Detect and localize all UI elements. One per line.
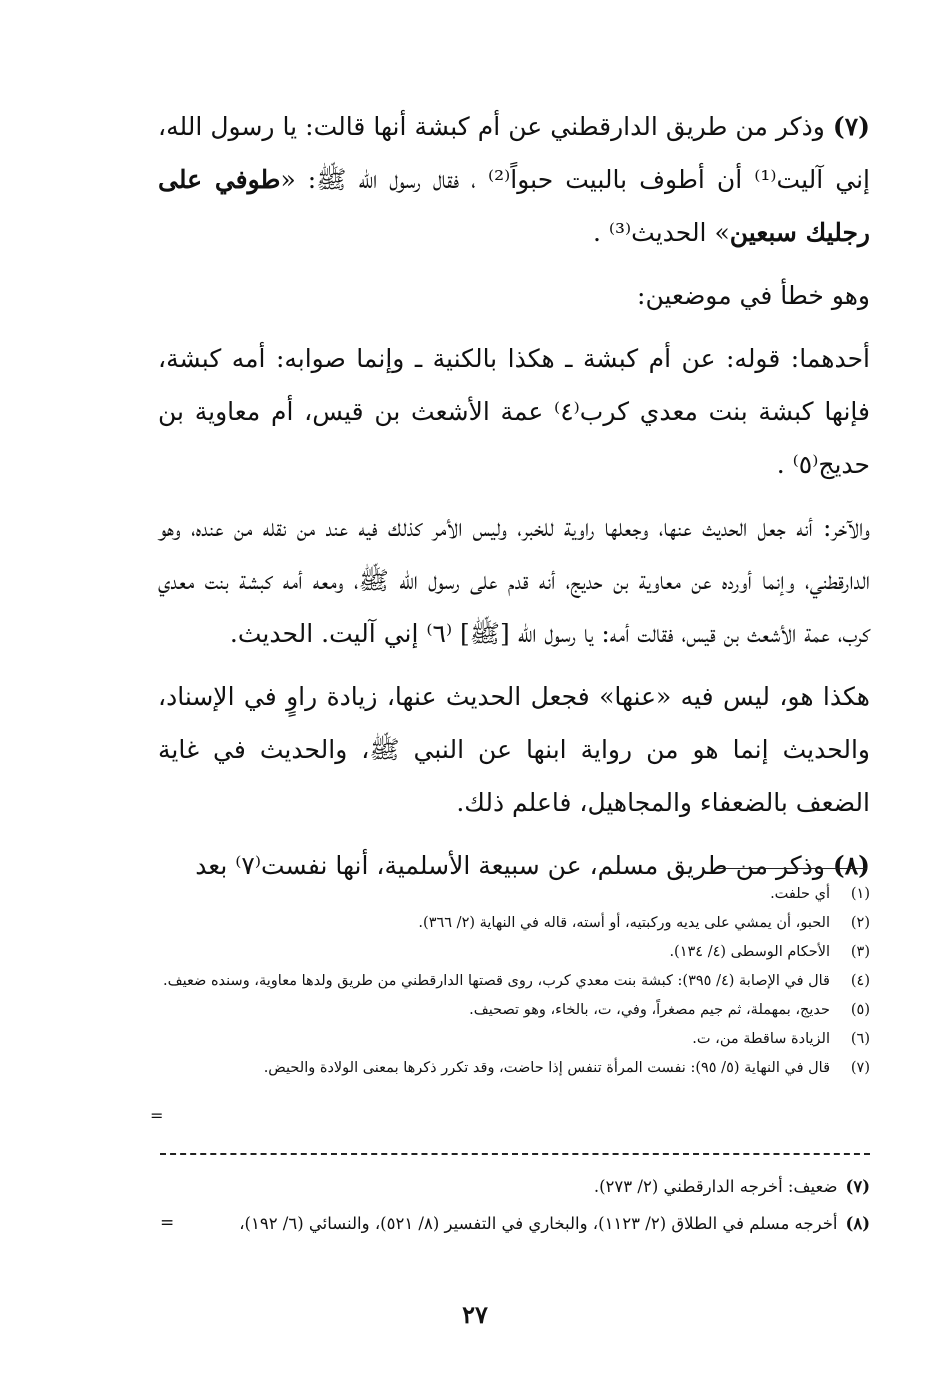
takhrij-text: ضعيف: أخرجه الدارقطني (٢/ ٢٧٣). bbox=[593, 1177, 838, 1196]
footnote bbox=[135, 967, 870, 996]
page-number: ٢٧ bbox=[462, 1300, 488, 1329]
hadith-quote: طوفي على رجليك سبعين bbox=[158, 165, 870, 247]
paragraph-two-errors: وهو خطأ في موضعين: bbox=[637, 281, 870, 310]
footnote bbox=[135, 880, 870, 909]
footnote bbox=[135, 1025, 870, 1054]
footnote bbox=[135, 996, 870, 1025]
paragraph-conclusion: هكذا هو، ليس فيه «عنها» فجعل الحديث عنها، زيادة راوٍ في الإسناد، والحديث إنما هو من رواية ابنها عن النبي ﷺ، والحديث في غاية الضعف بالضعفاء والمجاهيل، فاعلم ذلك. bbox=[158, 682, 870, 817]
item-number: (٨) bbox=[832, 851, 870, 880]
paragraph-second-error: والآخر: أنه جعل الحديث عنها، وجعلها راوية للخبر، وليس الأمر كذلك فيه عند من نقله من عنده، وهو الدارقطني، وإنما أورده عن معاوية بن حديج، أنه قدم على رسول الله ﷺ، ومعه أمه كبشة بنت معدي كرب، عمة الأشعث بن قيس، فقالت أمه: يا رسول الله [ﷺ] ⁽٦⁾ إني آليت. الحديث. bbox=[158, 513, 870, 648]
footnote-text: قال في الإصابة (٤/ ٣٩٥): كبشة بنت معدي كرب، روى قصتها الدارقطني من طريق ولدها معاوية، وسنده ضعيف. bbox=[163, 973, 830, 989]
takhrij-text: أخرجه مسلم في الطلاق (٢/ ١١٢٣)، والبخاري في التفسير (٨/ ٥٢١)، والنسائي (٦/ ١٩٢)، bbox=[239, 1214, 838, 1233]
footnote-text: الحبو، أن يمشي على يديه وركبتيه، أو أسته، قاله في النهاية (٢/ ٣٦٦). bbox=[418, 915, 830, 931]
paragraph-text: وذكر من طريق الدارقطني عن أم كبشة أنها قالت: يا رسول الله، إني آليت⁽¹⁾ أن أطوف بالبيت حبواً⁽²⁾ ، فقال رسول الله ﷺ: « bbox=[158, 112, 870, 194]
footnote-number: (١) bbox=[850, 886, 870, 902]
paragraph-text-end: » الحديث⁽³⁾ . bbox=[592, 218, 730, 247]
footnote-number: (٦) bbox=[850, 1031, 870, 1047]
footnote-text: الأحكام الوسطى (٤/ ١٣٤). bbox=[669, 944, 830, 960]
footnote-separator bbox=[715, 868, 867, 869]
paragraph-first-error: أحدهما: قوله: عن أم كبشة ـ هكذا بالكنية ـ وإنما صوابه: أمه كبشة، فإنها كبشة بنت معدي كرب⁽٤⁾ عمة الأشعث بن قيس، أم معاوية بن حديج⁽٥⁾ . bbox=[158, 344, 870, 479]
footnote-number: (٧) bbox=[850, 1060, 870, 1076]
footnote-text: أي حلفت. bbox=[770, 886, 830, 902]
footnote-text: الزيادة ساقطة من، ت. bbox=[692, 1031, 830, 1047]
footnote-text: قال في النهاية (٥/ ٩٥): نفست المرأة تنفس إذا حاضت، وقد تكرر ذكرها بمعنى الولادة والحيض. bbox=[263, 1060, 830, 1076]
paragraph-text: وذكر من طريق مسلم، عن سبيعة الأسلمية، أنها نفست⁽٧⁾ بعد bbox=[195, 851, 833, 880]
takhrij-note bbox=[155, 1168, 870, 1205]
takhrij-note bbox=[155, 1205, 870, 1242]
footnote bbox=[135, 1054, 870, 1083]
item-number: (٧) bbox=[832, 112, 870, 141]
footnotes bbox=[135, 880, 870, 1083]
main-text bbox=[158, 100, 870, 902]
takhrij-notes bbox=[155, 1168, 870, 1242]
footnote-number: (٢) bbox=[850, 915, 870, 931]
takhrij-number: (٧) bbox=[845, 1177, 870, 1196]
continuation-mark: = bbox=[150, 1106, 164, 1125]
continuation-mark-2: = bbox=[160, 1213, 175, 1233]
footnote-number: (٣) bbox=[850, 944, 870, 960]
footnote-text: حديج، بمهملة، ثم جيم مصغراً، وفي، ت، بالخاء، وهو تصحيف. bbox=[469, 1002, 830, 1018]
footnote bbox=[135, 909, 870, 938]
dashed-separator bbox=[160, 1153, 870, 1155]
footnote-number: (٥) bbox=[850, 1002, 870, 1018]
paragraph-7 bbox=[158, 100, 870, 259]
footnote bbox=[135, 938, 870, 967]
footnote-number: (٤) bbox=[850, 973, 870, 989]
takhrij-number: (٨) bbox=[845, 1214, 870, 1233]
